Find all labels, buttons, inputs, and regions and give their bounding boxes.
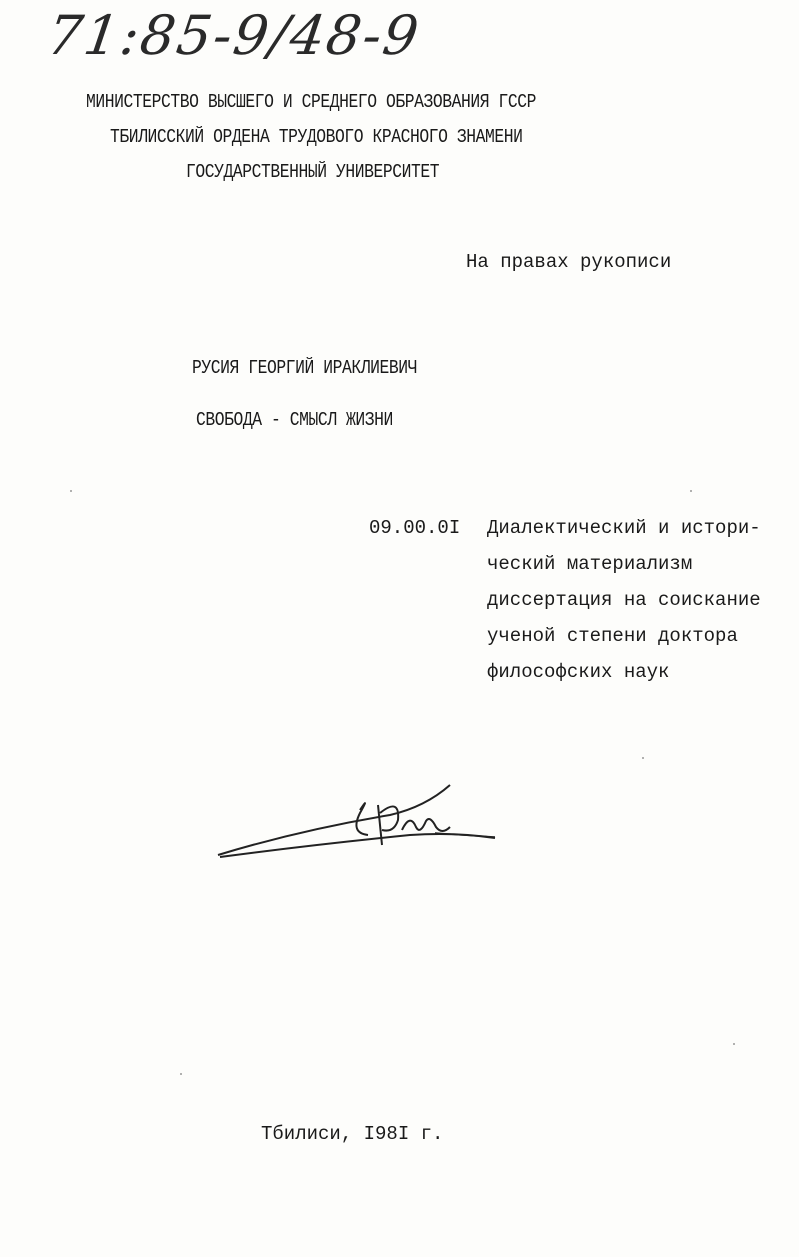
paper-speck bbox=[180, 1073, 182, 1075]
paper-speck bbox=[733, 1043, 735, 1045]
specialty-line: ческий материализм bbox=[487, 553, 693, 575]
university-heading-line1: ТБИЛИССКИЙ ОРДЕНА ТРУДОВОГО КРАСНОГО ЗНАМЕНИ bbox=[110, 126, 523, 148]
specialty-line: Диалектический и истори- bbox=[487, 517, 761, 539]
paper-speck bbox=[690, 490, 692, 492]
paper-speck bbox=[70, 490, 72, 492]
author-name: РУСИЯ ГЕОРГИЙ ИРАКЛИЕВИЧ bbox=[192, 357, 418, 379]
signature-icon bbox=[210, 775, 500, 875]
specialty-code: 09.00.0I bbox=[369, 517, 461, 539]
paper-speck bbox=[642, 757, 644, 759]
university-heading-line2: ГОСУДАРСТВЕННЫЙ УНИВЕРСИТЕТ bbox=[186, 161, 440, 183]
archive-handwritten-mark: 71:85-9/48-9 bbox=[43, 4, 425, 67]
manuscript-rights-note: На правах рукописи bbox=[466, 251, 672, 273]
place-and-year: Тбилиси, I98I г. bbox=[261, 1123, 444, 1145]
specialty-line: философских наук bbox=[487, 661, 670, 683]
specialty-line: диссертация на соискание bbox=[487, 589, 761, 611]
ministry-heading: МИНИСТЕРСТВО ВЫСШЕГО И СРЕДНЕГО ОБРАЗОВАНИЯ ГССР bbox=[86, 91, 537, 113]
specialty-line: ученой степени доктора bbox=[487, 625, 738, 647]
dissertation-title: СВОБОДА - СМЫСЛ ЖИЗНИ bbox=[196, 409, 393, 431]
